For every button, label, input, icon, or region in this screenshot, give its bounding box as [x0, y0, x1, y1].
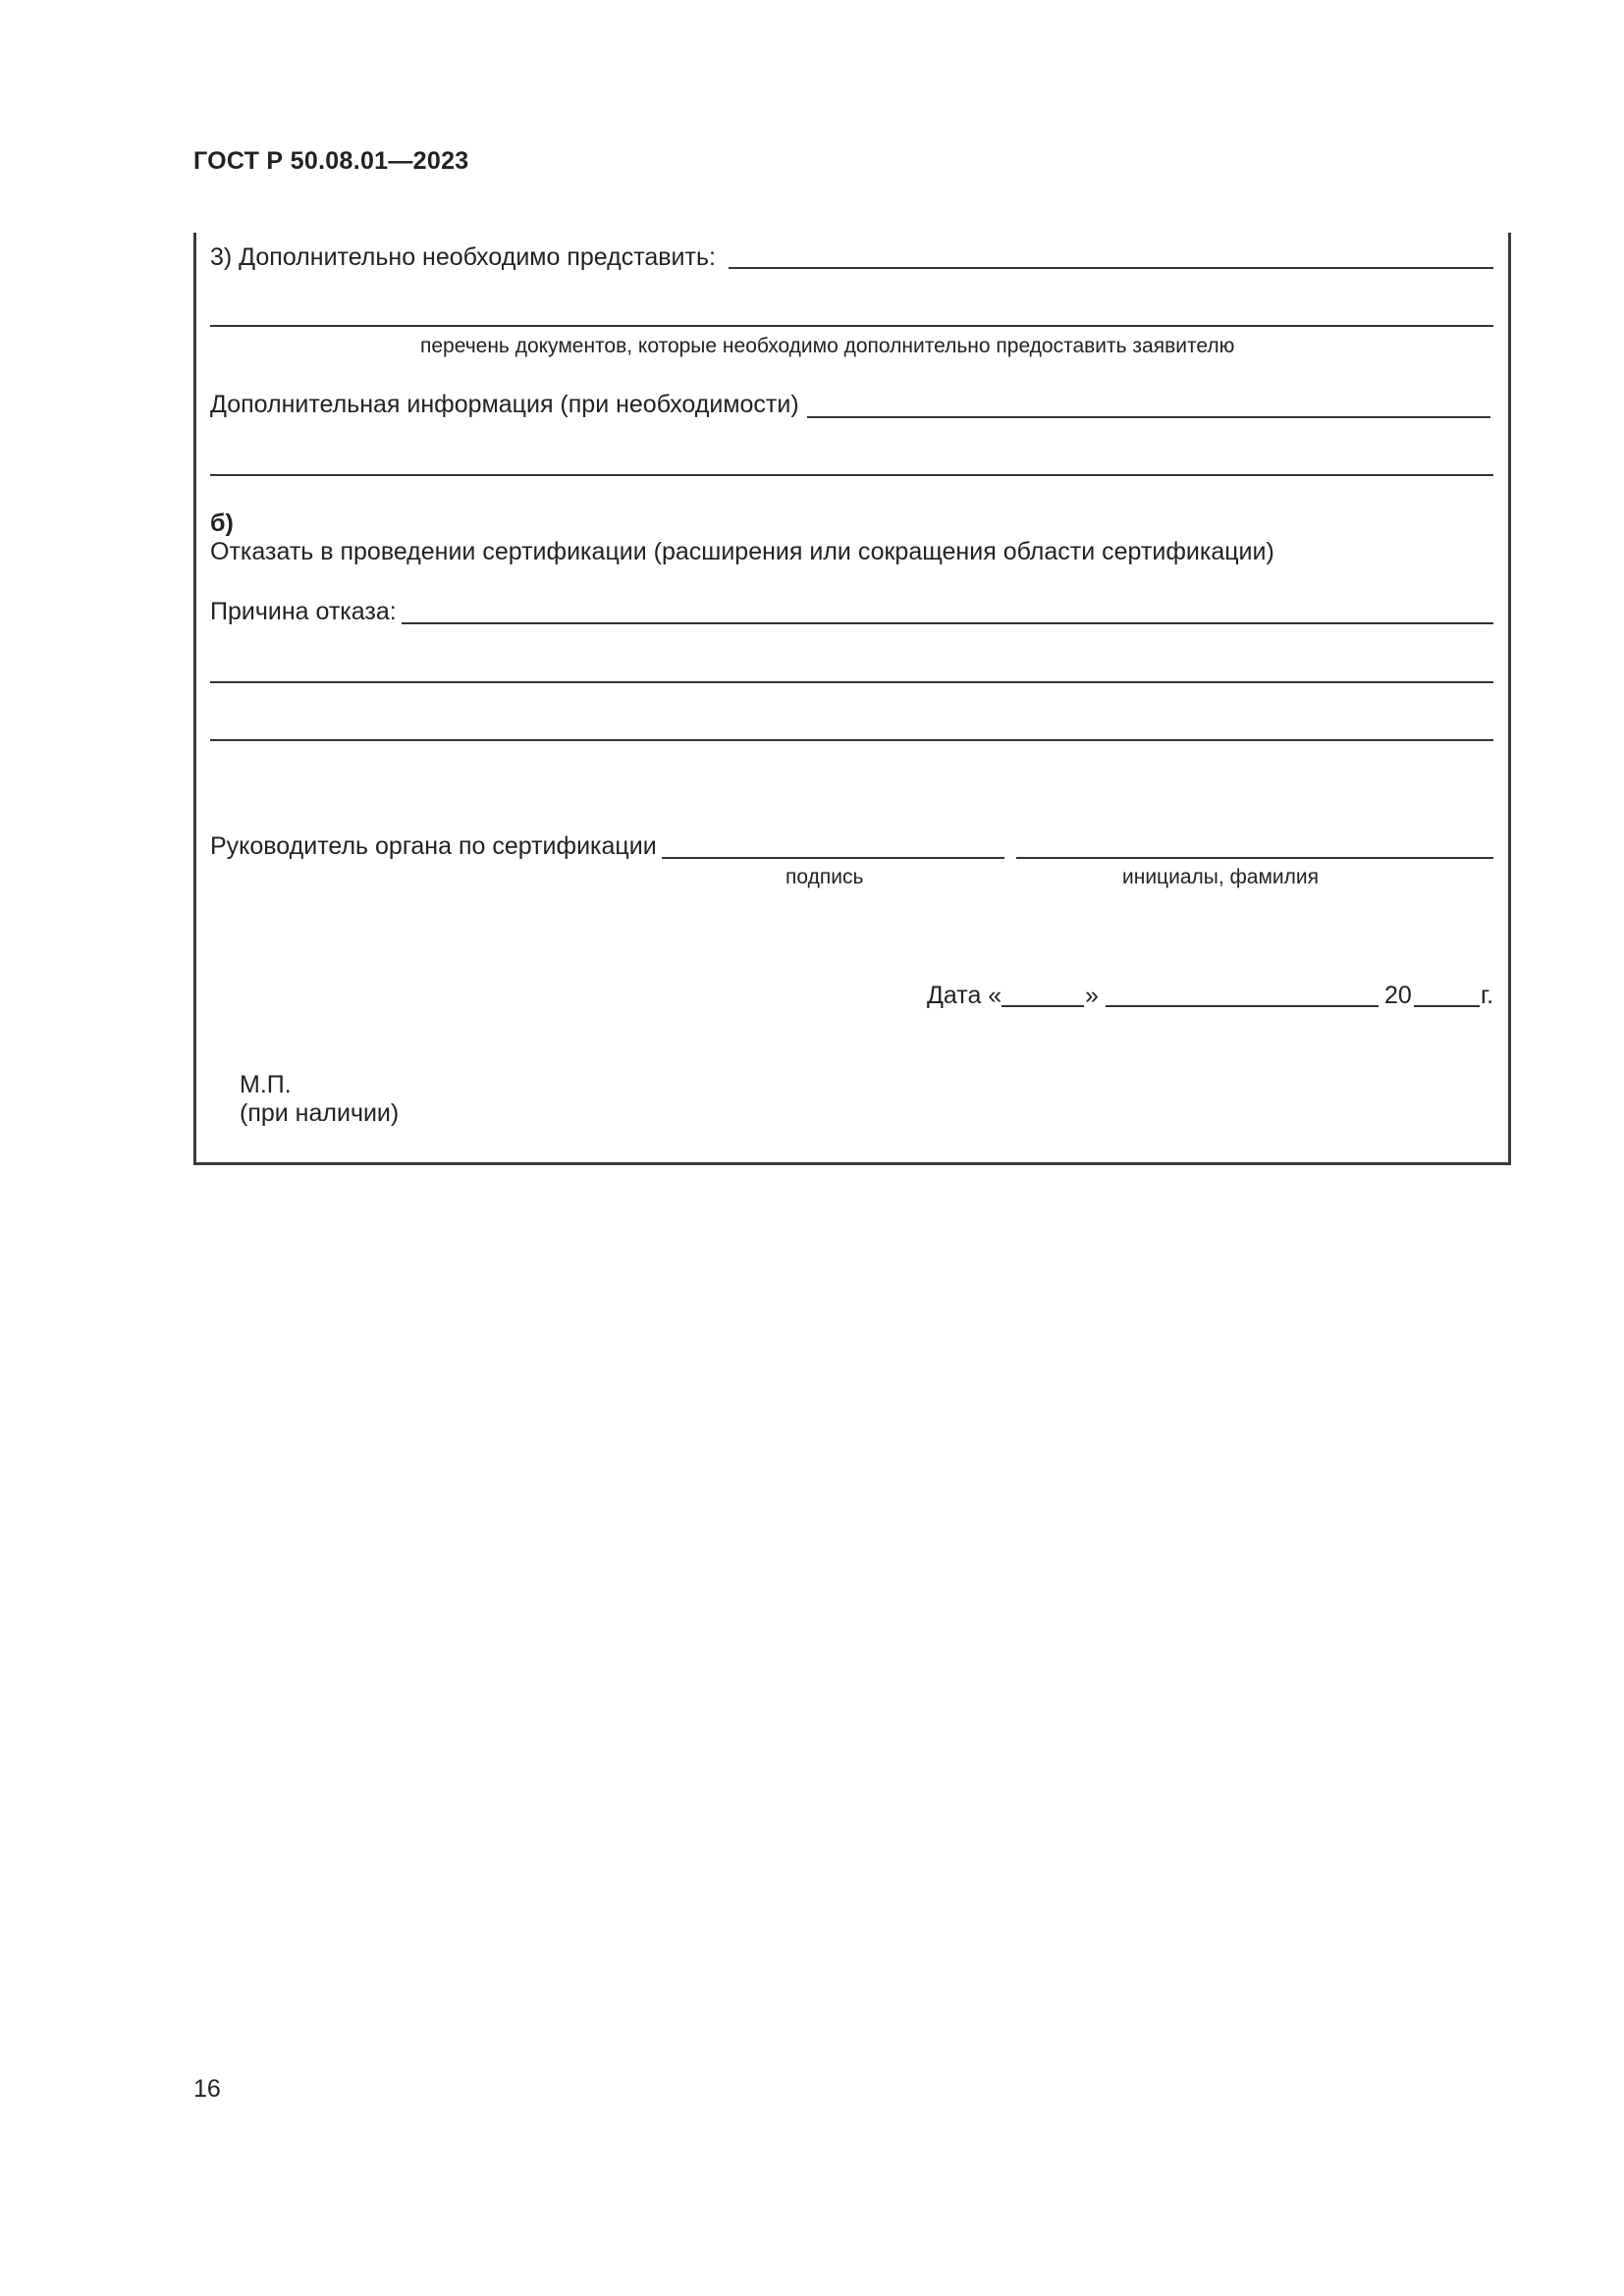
form-frame [193, 233, 1511, 1165]
refusal-text: Отказать в проведении сертификации (расширения или сокращения области сертификации) [210, 538, 1274, 565]
date-year-suffix: г. [1481, 982, 1494, 1009]
item3-label: 3) Дополнительно необходимо представить: [210, 243, 716, 271]
document-code-header: ГОСТ Р 50.08.01—2023 [193, 147, 469, 175]
section-b-marker: б) [210, 509, 234, 537]
initials-surname-line[interactable] [1016, 857, 1493, 859]
item3-caption: перечень документов, которые необходимо дополнительно предоставить заявителю [420, 335, 1235, 357]
additional-info-label: Дополнительная информация (при необходимости) [210, 391, 799, 418]
date-label: Дата « [927, 982, 1002, 1009]
date-day-line[interactable] [1001, 1005, 1084, 1007]
refusal-reason-line-3[interactable] [210, 739, 1493, 741]
date-year-prefix: 20 [1384, 982, 1412, 1009]
head-of-certification-label: Руководитель органа по сертификации [210, 832, 657, 860]
item3-fill-line[interactable] [729, 267, 1493, 269]
signature-caption: подпись [785, 866, 864, 888]
date-year-line[interactable] [1414, 1005, 1480, 1007]
initials-surname-caption: инициалы, фамилия [1122, 866, 1319, 888]
stamp-mark: М.П. [240, 1071, 292, 1098]
item3-fill-line-2[interactable] [210, 325, 1493, 327]
additional-info-line[interactable] [807, 416, 1490, 418]
refusal-reason-label: Причина отказа: [210, 598, 397, 625]
refusal-reason-line[interactable] [402, 622, 1493, 624]
refusal-reason-line-2[interactable] [210, 681, 1493, 683]
date-quote-close: » [1085, 982, 1099, 1009]
signature-line[interactable] [662, 857, 1004, 859]
additional-info-line-2[interactable] [210, 474, 1493, 476]
date-month-line[interactable] [1106, 1005, 1379, 1007]
page-number: 16 [193, 2075, 221, 2103]
stamp-if-available: (при наличии) [240, 1099, 400, 1127]
